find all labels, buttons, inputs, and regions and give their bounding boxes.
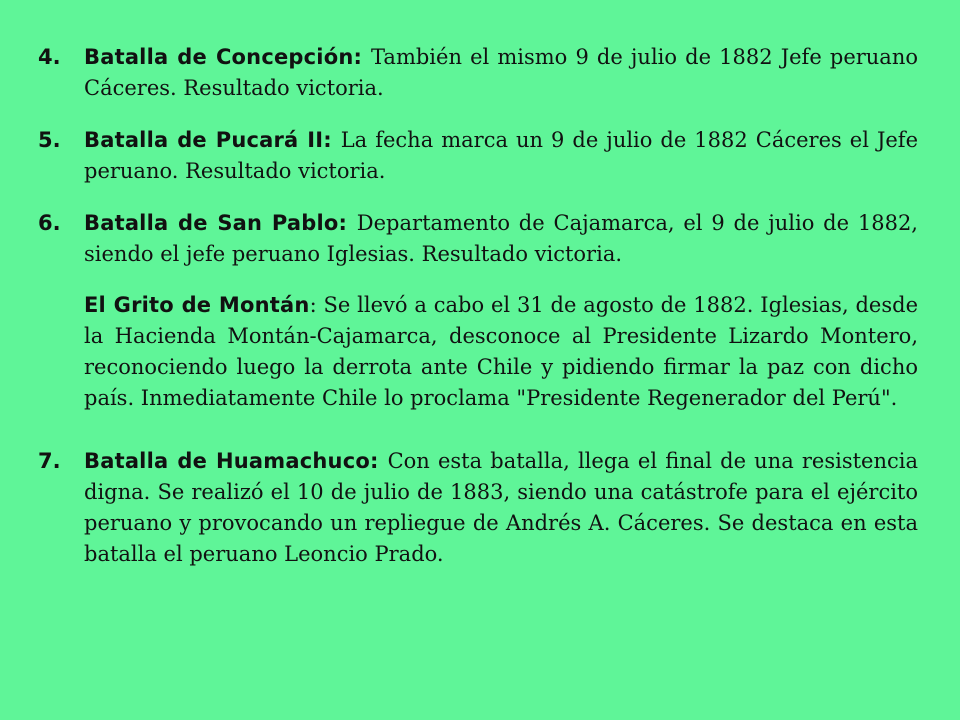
note-title: El Grito de Montán — [84, 293, 310, 317]
item-content — [84, 125, 918, 187]
item-number: 6. — [38, 211, 61, 235]
item-number: 4. — [38, 45, 61, 69]
item-title: Batalla de Huamachuco: — [84, 449, 388, 473]
item-text: También el mismo 9 de julio de 1882 Jefe peruano Cáceres. Resultado victoria. — [84, 45, 918, 100]
item-title: Batalla de Concepción: — [84, 45, 372, 69]
item-title: Batalla de Pucará II: — [84, 128, 341, 152]
list-item-5 — [38, 125, 918, 187]
item-content — [84, 208, 918, 270]
item-text: La fecha marca un 9 de julio de 1882 Cáceres el Jefe peruano. Resultado victoria. — [84, 128, 918, 183]
item-title: Batalla de San Pablo: — [84, 211, 357, 235]
list-item-4 — [38, 42, 918, 104]
item-text: Con esta batalla, llega el final de una resistencia digna. Se realizó el 10 de julio de 1883, siendo una catástrofe para el ejército peruano y provocando un repliegue de Andrés A. Cáceres. Se destaca en esta batalla el peruano Leoncio Prado. — [84, 449, 918, 566]
item-number: 7. — [38, 449, 61, 473]
list-item-6 — [38, 208, 918, 270]
item-content — [84, 42, 918, 104]
list-item-7 — [38, 446, 918, 570]
note-text: : Se llevó a cabo el 31 de agosto de 1882. Iglesias, desde la Hacienda Montán-Cajamarca, desconoce al Presidente Lizardo Montero, reconociendo luego la derrota ante Chile y pidiendo firmar la paz con dicho país. Inmediatamente Chile lo proclama "Presidente Regenerador del Perú". — [84, 293, 918, 410]
grito-de-montan-paragraph — [84, 290, 918, 414]
item-content — [84, 446, 918, 570]
item-text: Departamento de Cajamarca, el 9 de julio de 1882, siendo el jefe peruano Iglesias. Resultado victoria. — [84, 211, 918, 266]
item-number: 5. — [38, 128, 61, 152]
